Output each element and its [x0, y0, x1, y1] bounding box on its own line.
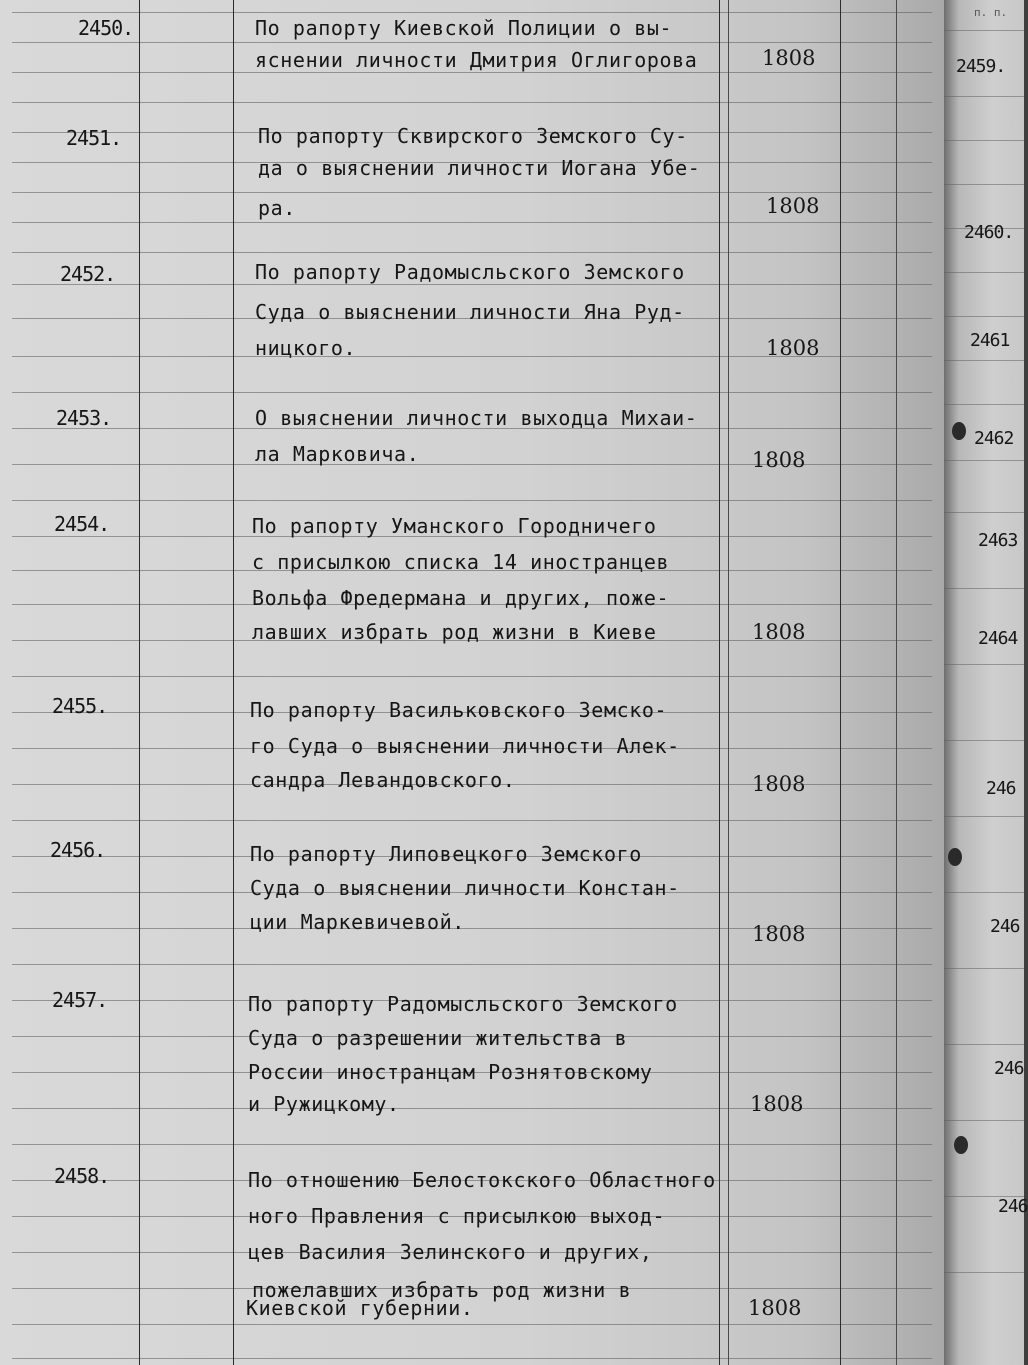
binding-hole	[948, 848, 962, 866]
entry-title-line: ции Маркевичевой.	[250, 910, 465, 934]
entry-title-line: и Ружицкому.	[248, 1092, 400, 1116]
entry-number: 2455.	[52, 694, 108, 718]
next-page-number: 246	[986, 778, 1016, 799]
next-page-number: 2464	[978, 628, 1018, 649]
entry-title-line: цев Василия Зелинского и других,	[248, 1240, 653, 1264]
next-page-number: 2463	[978, 530, 1018, 551]
entry-number: 2458.	[54, 1164, 110, 1188]
entry-number: 2453.	[56, 406, 112, 430]
entry-number: 2452.	[60, 262, 116, 286]
entry-title-line: Суда о выяснении личности Констан-	[250, 876, 680, 900]
entry-title-line: лавших избрать род жизни в Киеве	[252, 620, 657, 644]
entry-title-line: По отношению Белостокского Областного	[248, 1168, 716, 1192]
column-divider-title	[233, 0, 234, 1365]
entry-title-line: Суда о разрешении жительства в	[248, 1026, 628, 1050]
entry-year: 1808	[752, 620, 806, 644]
entry-title-line: По рапорту Сквирского Земского Су-	[258, 124, 688, 148]
entry-title-line: По рапорту Васильковского Земско-	[250, 698, 668, 722]
entry-title-line: Суда о выяснении личности Яна Руд-	[255, 300, 685, 324]
entry-number: 2451.	[66, 126, 122, 150]
entry-title-line: яснении личности Дмитрия Оглигорова	[255, 48, 698, 72]
entry-title-line: России иностранцам Рознятовскому	[248, 1060, 653, 1084]
entry-title-line: По рапорту Радомысльского Земского	[248, 992, 678, 1016]
next-page-number: 246	[990, 916, 1020, 937]
entry-year: 1808	[750, 1092, 804, 1116]
entry-year: 1808	[762, 46, 816, 70]
next-page-number: 2462	[974, 428, 1014, 449]
entry-title-line: ра.	[258, 196, 296, 220]
entry-number: 2457.	[52, 988, 108, 1012]
entry-year: 1808	[766, 336, 820, 360]
next-page-number: 2459.	[956, 56, 1006, 77]
binding-hole	[954, 1136, 968, 1154]
entry-title-line: го Суда о выяснении личности Алек-	[250, 734, 680, 758]
next-page-edge	[944, 0, 1028, 1365]
column-divider-year	[719, 0, 720, 1365]
column-divider-notes	[896, 0, 897, 1365]
entry-title-line: да о выяснении личности Иогана Убе-	[258, 156, 701, 180]
next-page-header: п. п.	[974, 6, 1008, 19]
next-page-number: 2461	[970, 330, 1010, 351]
entry-title-line: ницкого.	[255, 336, 357, 360]
entry-title-line: ного Правления с присылкою выход-	[248, 1204, 666, 1228]
entry-year: 1808	[752, 922, 806, 946]
entry-title-line: По рапорту Уманского Городничего	[252, 514, 657, 538]
entry-number: 2450.	[78, 16, 134, 40]
entry-year: 1808	[766, 194, 820, 218]
next-page-number: 2460.	[964, 222, 1014, 243]
column-divider-sheets	[840, 0, 841, 1365]
entry-title-line: По рапорту Радомысльского Земского	[255, 260, 685, 284]
entry-year: 1808	[748, 1296, 802, 1320]
column-divider-number	[139, 0, 140, 1365]
entry-year: 1808	[752, 448, 806, 472]
entry-title-line: ла Марковича.	[255, 442, 420, 466]
entry-title-line: Киевской губернии.	[246, 1296, 474, 1320]
column-divider-year-inner	[728, 0, 729, 1365]
entry-title-line: О выяснении личности выходца Михаи-	[255, 406, 698, 430]
next-page-number: 246	[998, 1196, 1028, 1217]
entry-title-line: с присылкою списка 14 иностранцев	[252, 550, 670, 574]
entry-title-line: По рапорту Липовецкого Земского	[250, 842, 642, 866]
entry-title-line: пожелавших избрать род жизни в	[252, 1278, 632, 1302]
entry-title-line: сандра Левандовского.	[250, 768, 516, 792]
binding-hole	[952, 422, 966, 440]
entry-number: 2456.	[50, 838, 106, 862]
next-page-number: 246	[994, 1058, 1024, 1079]
entry-number: 2454.	[54, 512, 110, 536]
entry-title-line: По рапорту Киевской Полиции о вы-	[255, 16, 673, 40]
entry-title-line: Вольфа Фредермана и других, поже-	[252, 586, 670, 610]
entry-year: 1808	[752, 772, 806, 796]
